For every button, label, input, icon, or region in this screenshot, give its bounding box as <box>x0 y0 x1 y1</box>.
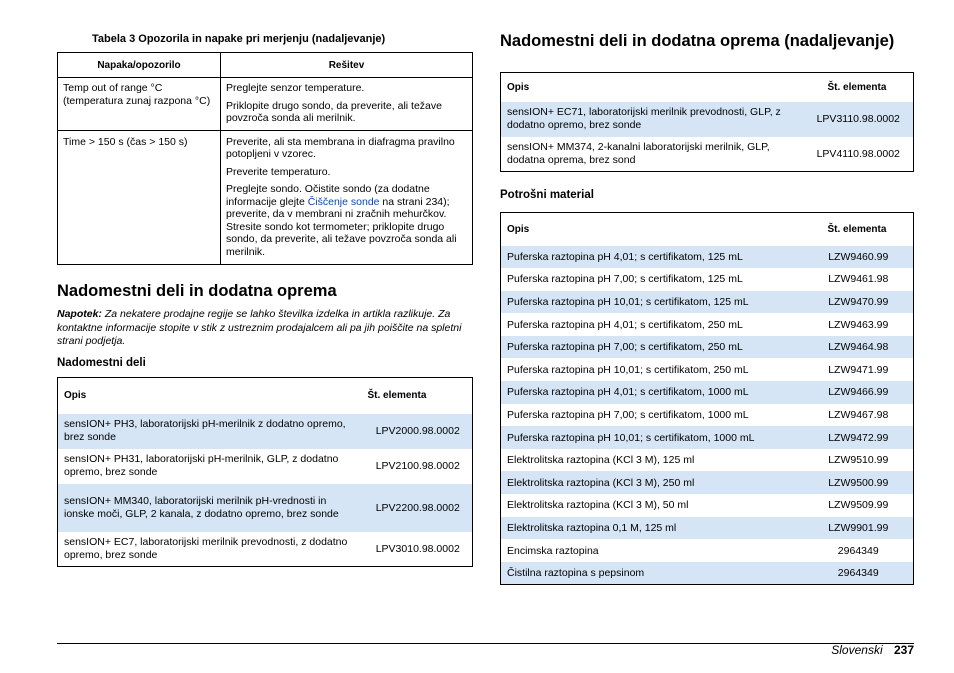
consumable-item: LZW9467.98 <box>828 408 889 421</box>
part-item: LPV2100.98.0002 <box>375 460 460 472</box>
column-header: Napaka/opozorilo <box>58 53 221 78</box>
section-title: Nadomestni deli in dodatna oprema <box>57 282 337 300</box>
part-item: LPV2200.98.0002 <box>375 501 460 514</box>
consumable-item: 2964349 <box>837 544 879 557</box>
table-row <box>501 426 914 449</box>
consumable-item: LZW9510.99 <box>828 454 889 467</box>
solution-cell <box>221 130 473 265</box>
consumable-desc: Elektrolitska raztopina (KCl 3 M), 125 ml <box>507 454 695 467</box>
part-desc: sensION+ PH31, laboratorijski pH-merilnik, GLP, z dodatno opremo, brez sonde <box>64 453 339 478</box>
consumables-table <box>500 212 914 585</box>
part-desc: sensION+ PH3, laboratorijski pH-merilnik z dodatno opremo, brez sonde <box>64 418 346 443</box>
table-row <box>501 562 914 585</box>
error-table <box>57 52 473 265</box>
table-row <box>501 291 914 314</box>
consumable-desc: Puferska raztopina pH 7,00; s certifikatom, 1000 mL <box>507 408 749 421</box>
part-item: LPV3110.98.0002 <box>816 113 900 125</box>
consumable-item: LZW9460.99 <box>828 250 889 263</box>
solution-text: Preverite temperaturo. <box>226 165 331 178</box>
consumable-desc: Puferska raztopina pH 4,01; s certifikatom, 1000 mL <box>507 386 749 399</box>
part-desc: sensION+ EC71, laboratorijski merilnik prevodnosti, GLP, z dodatno opremo, brez sonde <box>507 106 781 131</box>
part-desc: sensION+ EC7, laboratorijski merilnik prevodnosti, z dodatno opremo, brez sonde <box>64 535 348 561</box>
solution-cell <box>221 78 473 131</box>
part-desc: sensION+ MM374, 2-kanalni laboratorijski merilnik, GLP, dodatna oprema, brez sond <box>507 140 770 166</box>
note-label: Napotek: <box>57 308 102 320</box>
table-row <box>501 102 914 137</box>
table-row <box>501 358 914 381</box>
subsection-title: Nadomestni deli <box>57 357 146 369</box>
consumable-item: LZW9466.99 <box>828 386 889 399</box>
part-item: LPV3010.98.0002 <box>375 542 460 555</box>
solution-text: Priklopite drugo sondo, da preverite, ali težave povzroča sonda ali merilnik. <box>226 99 442 124</box>
consumable-desc: Puferska raztopina pH 7,00; s certifikatom, 125 mL <box>507 273 743 286</box>
column-header: Opis <box>507 223 530 235</box>
consumable-item: LZW9470.99 <box>828 295 889 308</box>
consumable-desc: Elektrolitska raztopina 0,1 M, 125 ml <box>507 521 677 534</box>
table-row <box>501 517 914 540</box>
consumable-item: LZW9509.99 <box>828 499 889 512</box>
consumable-desc: Puferska raztopina pH 10,01; s certifikatom, 250 mL <box>507 363 749 376</box>
solution-text: Preverite, ali sta membrana in diafragma pravilno potopljeni v vzorec. <box>226 135 455 160</box>
consumable-desc: Čistilna raztopina s pepsinom <box>507 566 645 579</box>
consumable-item: LZW9461.98 <box>828 273 889 286</box>
parts-table <box>57 377 473 567</box>
cleaning-link[interactable]: Čiščenje sonde <box>307 195 380 208</box>
note: Napotek: Za nekatere prodajne regije se lahko številka izdelka in artikla razlikuje. Za kontaktne informacije stopite v stik z ustreznim prodajalcem ali pa jih poiščite na spletni strani podjetja. <box>57 308 462 347</box>
footer-rule <box>57 643 914 644</box>
consumable-desc: Elektrolitska raztopina (KCl 3 M), 50 ml <box>507 499 689 512</box>
solution-text: Preglejte senzor temperature. <box>226 82 365 94</box>
table-row <box>58 414 473 449</box>
table-row <box>501 381 914 404</box>
error-name: Time > 150 s (čas > 150 s) <box>58 130 221 265</box>
table-row <box>501 137 914 172</box>
column-header: Opis <box>64 390 87 402</box>
consumable-desc: Puferska raztopina pH 4,01; s certifikatom, 125 mL <box>507 250 743 263</box>
consumable-item: LZW9463.99 <box>828 318 889 331</box>
table-row <box>501 471 914 494</box>
consumable-item: LZW9500.99 <box>828 476 889 489</box>
section-title-continued: Nadomestni deli in dodatna oprema (nadaljevanje) <box>500 32 895 50</box>
table-row <box>501 494 914 517</box>
part-item: LPV2000.98.0002 <box>375 425 460 437</box>
table-row <box>58 484 473 532</box>
consumables-body <box>501 246 914 585</box>
consumable-item: 2964349 <box>837 566 879 579</box>
consumable-desc: Puferska raztopina pH 4,01; s certifikatom, 250 mL <box>507 318 743 331</box>
solution-text: Preglejte sondo. Očistite sondo (za dodatne informacije glejte Čiščenje sonde na strani 234); preverite, da v membrani ni zračnih mehurčkov. Stresite sondo kot termometer; priklopite drugo sondo, da preverite, ali težave povzroča sonda ali merilnik. <box>226 183 457 258</box>
table-row <box>501 449 914 472</box>
table-row <box>501 313 914 336</box>
consumable-item: LZW9471.99 <box>828 363 889 376</box>
consumable-desc: Puferska raztopina pH 10,01; s certifikatom, 1000 mL <box>507 431 755 444</box>
consumable-item: LZW9472.99 <box>828 431 889 444</box>
footer <box>831 643 914 657</box>
table-caption: Tabela 3 Opozorila in napake pri merjenju (nadaljevanje) <box>92 33 386 45</box>
table-row <box>58 449 473 484</box>
table-row <box>501 404 914 427</box>
table-row <box>501 336 914 359</box>
consumable-desc: Encimska raztopina <box>507 544 599 557</box>
error-name: Temp out of range °C (temperatura zunaj razpona °C) <box>58 78 221 131</box>
column-header: Št. elementa <box>367 390 427 402</box>
table-row <box>58 532 473 567</box>
parts-table-continued <box>500 72 914 172</box>
consumable-desc: Puferska raztopina pH 10,01; s certifikatom, 125 mL <box>507 295 749 308</box>
column-header: Opis <box>507 81 530 93</box>
consumables-title: Potrošni material <box>500 189 594 201</box>
consumable-item: LZW9464.98 <box>828 341 889 354</box>
table-row <box>501 246 914 269</box>
part-desc: sensION+ MM340, laboratorijski merilnik pH-vrednosti in ionske moči, GLP, 2 kanala, z dodatno opremo, brez sonde <box>64 494 339 520</box>
table-row <box>501 268 914 291</box>
consumable-desc: Elektrolitska raztopina (KCl 3 M), 250 ml <box>507 476 695 489</box>
column-header: Št. elementa <box>827 223 887 235</box>
consumable-desc: Puferska raztopina pH 7,00; s certifikatom, 250 mL <box>507 341 743 354</box>
page-number: 237 <box>893 643 914 657</box>
column-header: Št. elementa <box>827 81 887 93</box>
part-item: LPV4110.98.0002 <box>816 147 900 160</box>
consumable-item: LZW9901.99 <box>828 521 889 534</box>
footer-language: Slovenski <box>831 643 883 657</box>
column-header: Rešitev <box>221 53 473 78</box>
table-row <box>501 539 914 562</box>
